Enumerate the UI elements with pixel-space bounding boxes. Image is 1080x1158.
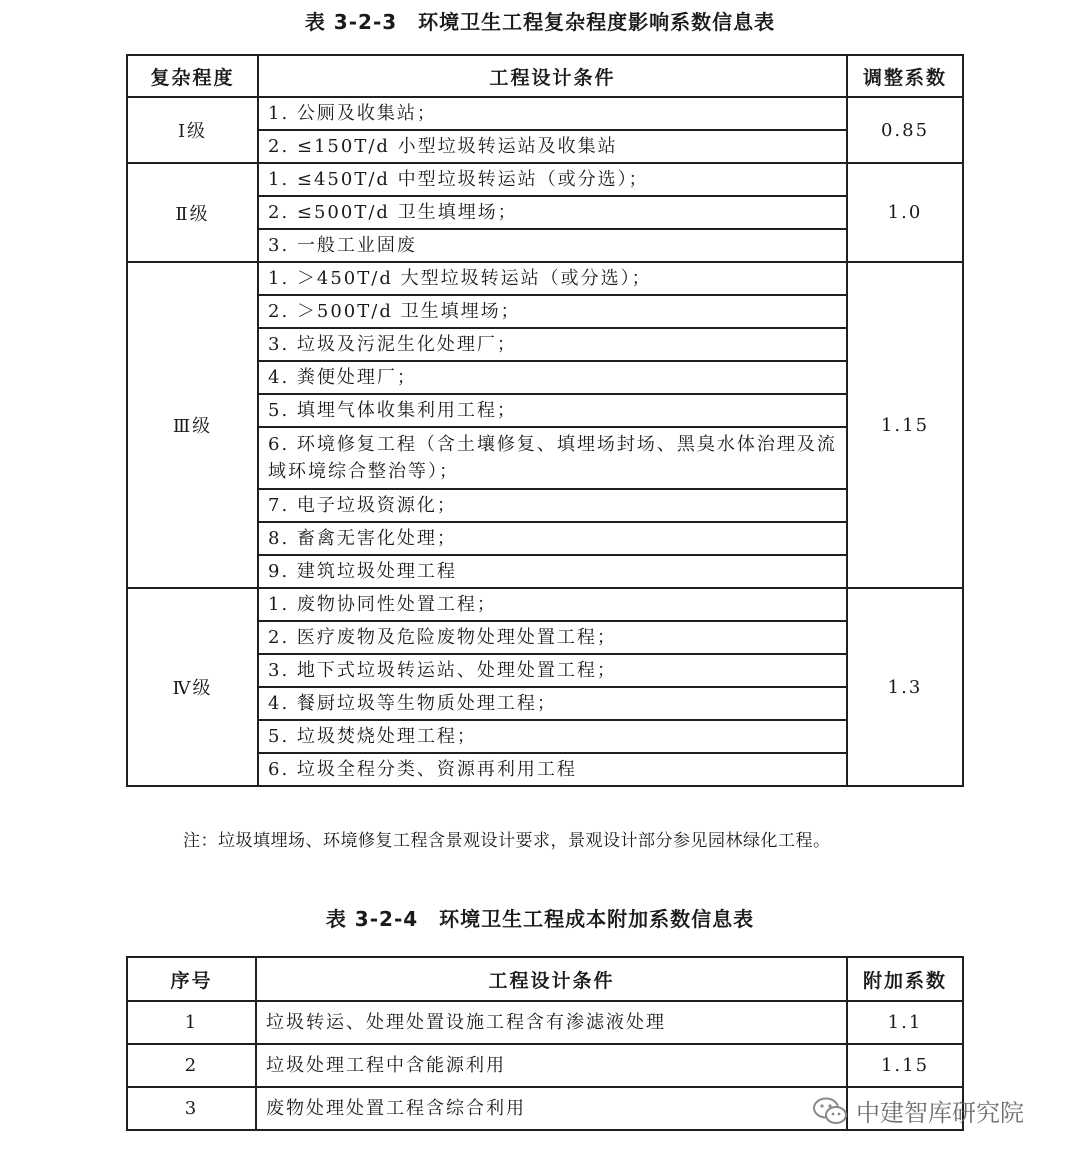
condition-cell: 6. 环境修复工程（含土壤修复、填埋场封场、黑臭水体治理及流域环境综合整治等）； [258,427,847,489]
coefficient-cell: 1.15 [847,262,963,588]
index-cell: 3 [127,1087,256,1130]
header-additional-coefficient: 附加系数 [847,957,963,1001]
condition-cell: 2. 医疗废物及危险废物处理处置工程； [258,621,847,654]
condition-cell: 4. 餐厨垃圾等生物质处理工程； [258,687,847,720]
index-cell: 2 [127,1044,256,1087]
coefficient-cell: 0.85 [847,97,963,163]
coefficient-cell: 1.15 [847,1044,963,1087]
level-cell: Ⅲ级 [127,262,258,588]
level-cell: Ⅱ级 [127,163,258,262]
table-row [127,262,963,295]
table-note: 注：垃圾填埋场、环境修复工程含景观设计要求，景观设计部分参见园林绿化工程。 [183,831,831,851]
watermark-text: 中建智库研究院 [856,1099,1024,1127]
condition-cell: 1. ≤450T/d 中型垃圾转运站（或分选）； [258,163,847,196]
condition-cell: 7. 电子垃圾资源化； [258,489,847,522]
table-row [127,1001,963,1044]
condition-cell: 5. 填埋气体收集利用工程； [258,394,847,427]
condition-cell: 垃圾转运、处理处置设施工程含有渗滤液处理 [256,1001,847,1044]
condition-cell: 4. 粪便处理厂； [258,361,847,394]
condition-cell: 1. 公厕及收集站； [258,97,847,130]
condition-cell: 废物处理处置工程含综合利用 [256,1087,847,1130]
level-cell: Ⅰ级 [127,97,258,163]
condition-cell: 2. ＞500T/d 卫生填埋场； [258,295,847,328]
header-complexity: 复杂程度 [127,55,258,97]
coefficient-cell: 1.0 [847,163,963,262]
table2-title: 表 3-2-4 环境卫生工程成本附加系数信息表 [325,907,755,931]
level-cell: Ⅳ级 [127,588,258,786]
condition-cell: 垃圾处理工程中含能源利用 [256,1044,847,1087]
condition-cell: 2. ≤150T/d 小型垃圾转运站及收集站 [258,130,847,163]
condition-cell: 8. 畜禽无害化处理； [258,522,847,555]
table-row [127,588,963,621]
header-adjust-coefficient: 调整系数 [847,55,963,97]
table-row [127,97,963,130]
condition-cell: 3. 地下式垃圾转运站、处理处置工程； [258,654,847,687]
table-row [127,1044,963,1087]
coefficient-cell: 1.3 [847,588,963,786]
condition-cell: 6. 垃圾全程分类、资源再利用工程 [258,753,847,786]
condition-cell: 3. 一般工业固废 [258,229,847,262]
condition-cell: 2. ≤500T/d 卫生填埋场； [258,196,847,229]
condition-cell: 9. 建筑垃圾处理工程 [258,555,847,588]
header-design-conditions: 工程设计条件 [258,55,847,97]
table1-title: 表 3-2-3 环境卫生工程复杂程度影响系数信息表 [304,10,776,34]
wechat-icon [812,1096,848,1126]
condition-cell: 3. 垃圾及污泥生化处理厂； [258,328,847,361]
condition-cell: 1. 废物协同性处置工程； [258,588,847,621]
header-design-conditions: 工程设计条件 [256,957,847,1001]
complexity-coefficient-table [126,54,964,787]
header-index: 序号 [127,957,256,1001]
index-cell: 1 [127,1001,256,1044]
condition-cell: 1. ＞450T/d 大型垃圾转运站（或分选）； [258,262,847,295]
condition-cell: 5. 垃圾焚烧处理工程； [258,720,847,753]
coefficient-cell: 1.1 [847,1001,963,1044]
table-row [127,163,963,196]
watermark [812,1093,1024,1128]
